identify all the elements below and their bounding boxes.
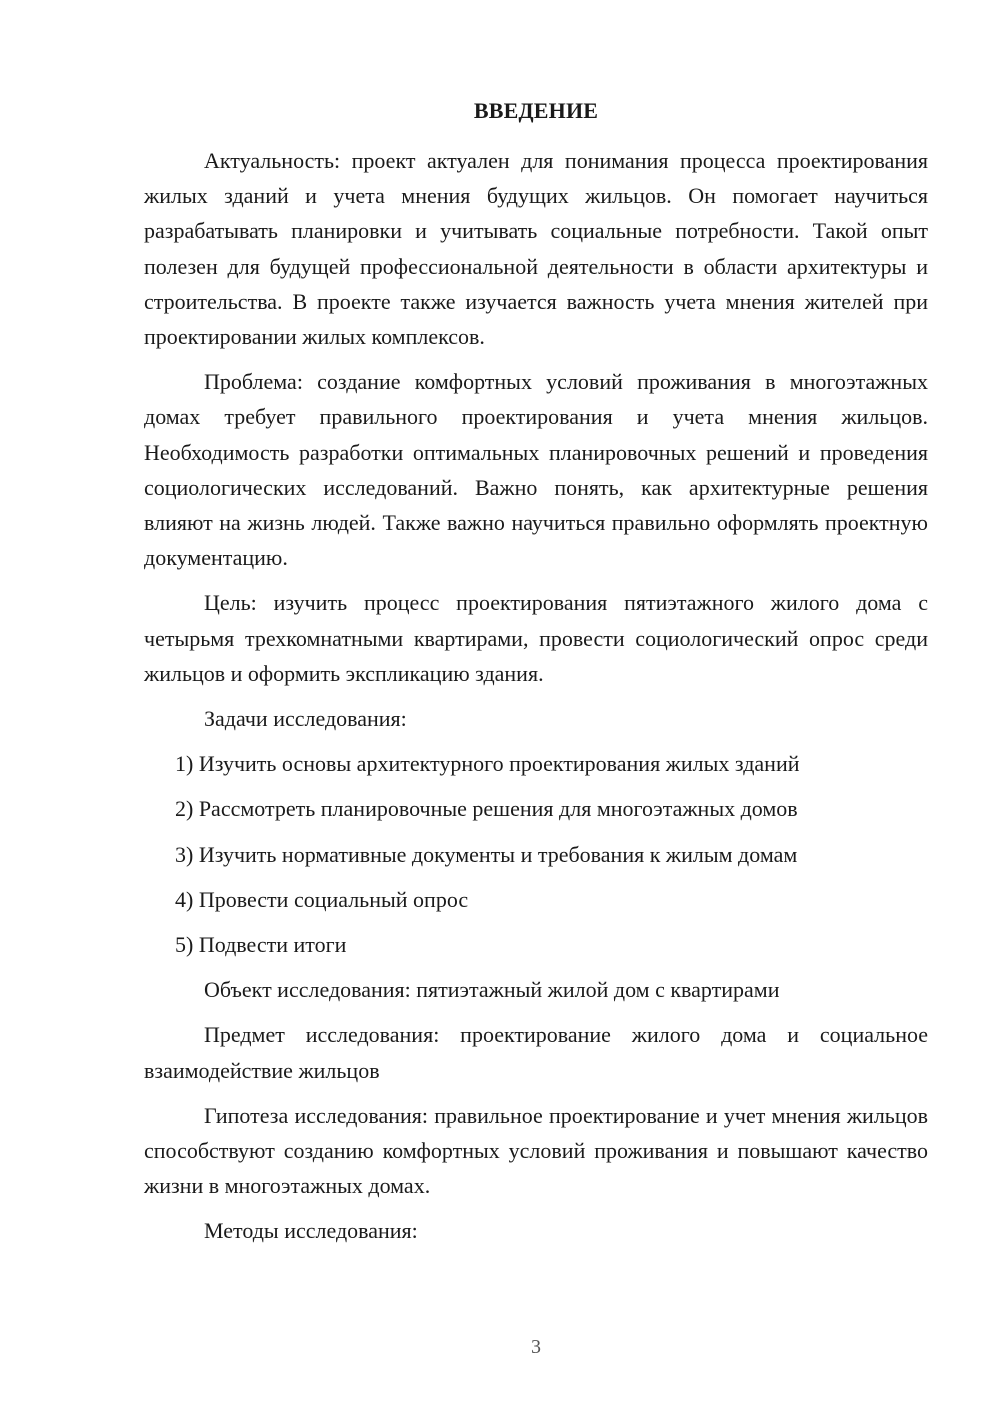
problem-paragraph: Проблема: создание комфортных условий проживания в многоэтажных домах требует правильного проектирования и учета мнения жильцов. Необходимость разработки оптимальных планировочных решений и проведения социологических исследований. Важно понять, как архитектурные решения влияют на жизнь людей. Также важно научиться правильно оформлять проектную документацию. <box>144 369 928 571</box>
task-item: 3) Изучить нормативные документы и требования к жилым домам <box>175 841 798 867</box>
task-item: 4) Провести социальный опрос <box>175 886 469 912</box>
relevance-paragraph: Актуальность: проект актуален для понимания процесса проектирования жилых зданий и учета мнения будущих жильцов. Он помогает научиться разрабатывать планировки и учитывать социальные потребности. Такой опыт полезен для будущей профессиональной деятельности в области архитектуры и строительства. В проекте также изучается важность учета мнения жителей при проектировании жилых комплексов. <box>144 148 928 350</box>
body-text <box>144 143 928 1259</box>
methods-paragraph: Методы исследования: <box>204 1218 418 1244</box>
tasks-list <box>144 746 928 962</box>
page-number: 3 <box>531 1336 541 1358</box>
subject-paragraph: Предмет исследования: проектирование жилого дома и социальное взаимодействие жильцов <box>144 1022 928 1083</box>
task-item: 5) Подвести итоги <box>175 932 347 958</box>
task-item: 2) Рассмотреть планировочные решения для многоэтажных домов <box>175 796 798 822</box>
goal-paragraph: Цель: изучить процесс проектирования пятиэтажного жилого дома с четырьмя трехкомнатными квартирами, провести социологический опрос среди жильцов и оформить экспликацию здания. <box>144 590 928 686</box>
task-item: 1) Изучить основы архитектурного проектирования жилых зданий <box>175 751 800 777</box>
section-heading: ВВЕДЕНИЕ <box>473 98 599 123</box>
object-paragraph: Объект исследования: пятиэтажный жилой дом с квартирами <box>204 977 780 1003</box>
tasks-intro: Задачи исследования: <box>204 706 407 732</box>
hypothesis-paragraph: Гипотеза исследования: правильное проектирование и учет мнения жильцов способствуют созданию комфортных условий проживания и повышают качество жизни в многоэтажных домах. <box>144 1102 928 1199</box>
